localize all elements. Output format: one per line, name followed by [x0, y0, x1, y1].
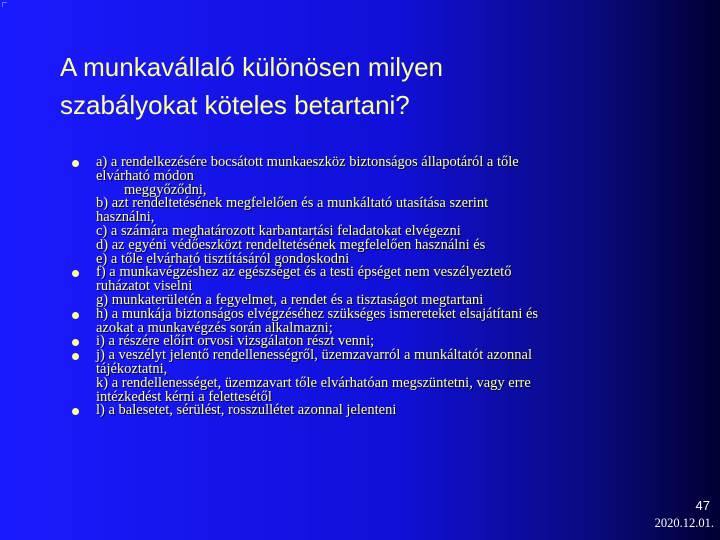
bullet-text: k) a rendellenességet, üzemzavart tőle elvárhatóan megszüntetni, vagy erre	[96, 374, 531, 391]
bullet-text: elvárható módon	[96, 167, 194, 184]
bullet-item-1	[72, 156, 672, 266]
bullet-text: c) a számára meghatározott karbantartási feladatokat elvégezni	[96, 222, 461, 239]
bullet-item-3	[72, 305, 672, 336]
bullet-item-2	[72, 266, 672, 307]
bullet-text: tájékoztatni,	[96, 360, 168, 377]
bullet-list	[72, 156, 672, 418]
corner-mark	[2, 2, 7, 7]
bullet-text: a) a rendelkezésére bocsátott munkaeszköz biztonságos állapotáról a tőle	[96, 154, 519, 170]
bullet-text: meggyőződni,	[124, 181, 207, 198]
bullet-item-5	[72, 349, 672, 404]
bullet-text: g) munkaterületén a fegyelmet, a rendet és a tisztaságot megtartani	[96, 291, 484, 308]
page-number: 47	[695, 498, 710, 513]
bullet-text: h) a munkája biztonságos elvégzéséhez szükséges ismereteket elsajátítani és	[96, 305, 539, 322]
bullet-dot-icon	[72, 408, 79, 415]
bullet-dot-icon	[72, 339, 79, 346]
bullet-text: b) azt rendeltetésének megfelelően és a munkáltató utasítása szerint	[96, 195, 489, 212]
slide-title-line-2: szabályokat köteles betartani?	[60, 90, 410, 120]
bullet-text: i) a részére előírt orvosi vizsgálaton részt venni;	[96, 333, 375, 350]
bullet-text: d) az egyéni védőeszközt rendeltetésének megfelelően használni és	[96, 236, 486, 253]
slide-date: 2020.12.01.	[654, 516, 714, 530]
bullet-dot-icon	[72, 353, 79, 360]
bullet-text: használni,	[96, 209, 155, 226]
bullet-text: e) a tőle elvárható tisztításáról gondoskodni	[96, 250, 350, 267]
bullet-text: azokat a munkavégzés során alkalmazni;	[96, 319, 333, 336]
slide-title-line-1: A munkavállaló különösen milyen	[60, 52, 443, 82]
bullet-text: l) a balesetet, sérülést, rosszullétet azonnal jelenteni	[96, 402, 397, 419]
bullet-dot-icon	[72, 160, 79, 167]
bullet-dot-icon	[72, 270, 79, 277]
bullet-item-6	[72, 404, 672, 418]
slide-title	[60, 48, 660, 124]
bullet-text: j) a veszélyt jelentő rendellenességről, üzemzavarról a munkáltatót azonnal	[96, 347, 533, 364]
bullet-text: ruházatot viselni	[96, 278, 193, 295]
bullet-text: intézkedést kérni a felettesétől	[96, 388, 272, 405]
bullet-text: f) a munkavégzéshez az egészséget és a testi épséget nem veszélyeztető	[96, 264, 512, 281]
bullet-dot-icon	[72, 312, 79, 319]
